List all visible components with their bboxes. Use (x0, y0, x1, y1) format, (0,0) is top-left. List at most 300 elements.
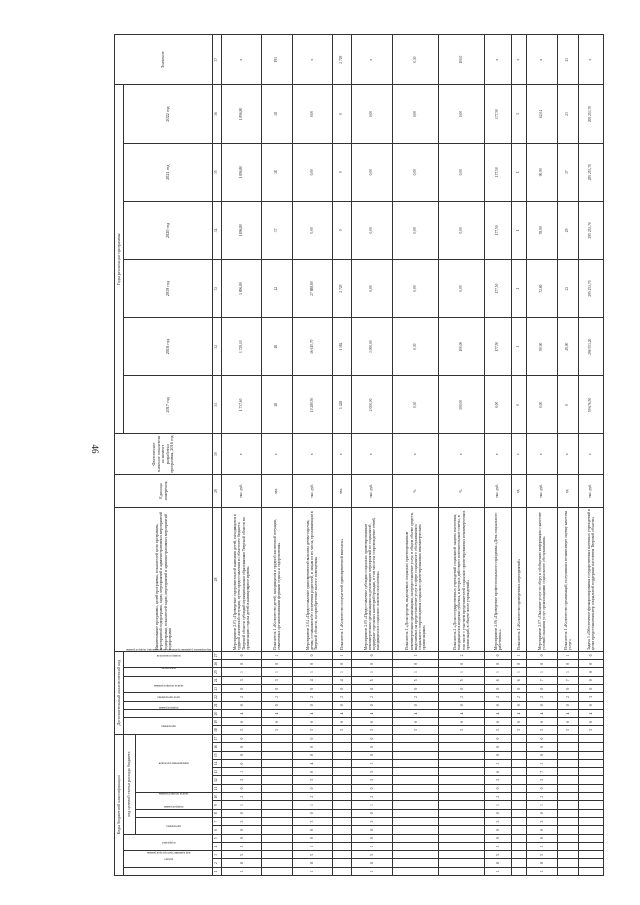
unit-cell: тыс. руб. (222, 474, 262, 507)
year-value-cell: 0,00 (393, 85, 439, 143)
fact-cell: х (557, 434, 578, 474)
extra-code-cell: 1 (557, 651, 578, 659)
row-name: Показатель 1 «Доля средств, выделяемых социально ориентированным некоммерческим организациям, на предоставление услуг, в общем объеме средств, выделяемых на предоставление услуг в сфере социального обслуживания и социального сопровождения социально ориентированным некоммерческим организациям» (393, 508, 439, 652)
column-numbers-row (213, 35, 222, 876)
code-cell: 3 (293, 817, 333, 825)
code-cell (578, 743, 603, 751)
extra-code-cell: 2 (439, 693, 485, 701)
code-cell (261, 784, 292, 792)
column-number: 15 (213, 751, 222, 759)
code-cell: 0 (293, 743, 333, 751)
table-row (351, 35, 393, 876)
unit-cell: ед. (557, 474, 578, 507)
column-number: 12 (213, 776, 222, 784)
code-cell: 8 (293, 859, 333, 867)
target-cell: х (526, 35, 557, 85)
code-cell (439, 834, 485, 842)
extra-code-cell: 1 (393, 651, 439, 659)
extra-code-cell: 3 (222, 676, 262, 684)
year-value-cell: 100,00 (439, 376, 485, 434)
fact-cell: х (293, 434, 333, 474)
code-cell: 0 (351, 784, 393, 792)
year-2022-header: 2022 год (124, 85, 213, 143)
fact-cell: х (512, 434, 527, 474)
extra-code-cell: 0 (222, 701, 262, 709)
year-value-cell: 0,30 (393, 318, 439, 376)
row-name: Мероприятие 2.07 «Оказание услуг по сбору и обобщению информации о качестве условий оказания услуг организациями социального обслуживания» (526, 508, 557, 652)
year-value-cell: 1 737,60 (222, 376, 262, 434)
code-cell (332, 826, 351, 834)
target-cell: х (578, 35, 603, 85)
extra-program-header: программа (124, 718, 213, 735)
extra-code-cell: 0 (578, 701, 603, 709)
year-value-cell: 90,90 (526, 143, 557, 201)
code-cell (578, 801, 603, 809)
column-number: 3 (213, 851, 222, 859)
extra-code-cell: 3 (512, 726, 527, 734)
table-row (526, 35, 557, 876)
rotated-table-area (114, 34, 604, 876)
column-number: 6 (213, 826, 222, 834)
extra-code-cell: 7 (526, 676, 557, 684)
years-group-header: Годы реализации программы (115, 85, 124, 434)
year-value-cell: 0,00 (351, 259, 393, 317)
code-cell (439, 826, 485, 834)
year-value-cell: 0,00 (293, 85, 333, 143)
year-value-cell: 42 (261, 259, 292, 317)
code-cell (393, 801, 439, 809)
code-cell: 0 (485, 734, 512, 742)
extra-code-cell: 5 (393, 676, 439, 684)
fact-cell: х (351, 434, 393, 474)
code-cell: 1 (485, 842, 512, 850)
code-cell: 1 (526, 759, 557, 767)
row-name: Мероприятие 2.06 «Проведение профессионального праздника «День социального работника»» (485, 508, 512, 652)
year-value-cell: 1 896,80 (222, 85, 262, 143)
fact-cell: х (393, 434, 439, 474)
code-cell: 5 (293, 851, 333, 859)
year-value-cell: 1 896,80 (222, 143, 262, 201)
code-cell (261, 826, 292, 834)
code-cell (439, 817, 485, 825)
extra-code-cell: 3 (557, 726, 578, 734)
code-cell: 1 (526, 842, 557, 850)
column-number: 30 (213, 434, 222, 474)
code-cell (261, 768, 292, 776)
extra-code-cell: 3 (351, 726, 393, 734)
column-number: 36 (213, 85, 222, 143)
code-cell: 1 (485, 867, 512, 875)
extra-code-cell: 0 (439, 660, 485, 668)
column-number: 9 (213, 801, 222, 809)
year-value-cell: 2 729 (332, 259, 351, 317)
column-number: 32 (213, 318, 222, 376)
extra-code-cell: 1 (557, 668, 578, 676)
year-value-cell: 0,00 (439, 201, 485, 259)
code-cell: 2 (293, 793, 333, 801)
extra-code-cell: 4 (332, 709, 351, 717)
year-value-cell: 295 253,70 (578, 259, 603, 317)
row-name: Показатель 1 «Количество детей, находящихся в трудной жизненной ситуации, охваченных организованными формами отдыха и оздоровления» (261, 508, 292, 652)
column-number: 8 (213, 809, 222, 817)
extra-code-cell: 4 (393, 709, 439, 717)
code-cell (261, 859, 292, 867)
code-cell (557, 734, 578, 742)
table-header (115, 35, 222, 876)
unit-cell: чел. (261, 474, 292, 507)
unit-cell: тыс. руб. (485, 474, 512, 507)
extra-code-cell: 0 (526, 651, 557, 659)
column-number: 34 (213, 201, 222, 259)
year-value-cell: 72,80 (526, 259, 557, 317)
code-cell (557, 793, 578, 801)
code-cell (393, 817, 439, 825)
extra-code-cell: 3 (261, 726, 292, 734)
target-cell: х (293, 35, 333, 85)
code-cell (261, 867, 292, 875)
year-value-cell: 177,50 (485, 259, 512, 317)
code-cell (578, 768, 603, 776)
code-subsection-header: подраздел (124, 834, 213, 851)
code-cell (439, 793, 485, 801)
fact-cell: х (439, 434, 485, 474)
code-cell (557, 817, 578, 825)
year-value-cell: 0,00 (439, 143, 485, 201)
table-row (485, 35, 512, 876)
extra-code-cell: 0 (332, 701, 351, 709)
code-cell (393, 793, 439, 801)
code-cell (261, 851, 292, 859)
row-name: Показатель 1 «Количество организаций, получивших независимую оценку качества услуг» (557, 508, 578, 652)
code-cell (393, 859, 439, 867)
extra-code-cell: 3 (578, 693, 603, 701)
extra-code-cell: 0 (512, 701, 527, 709)
code-cell (512, 801, 527, 809)
extra-code-cell: 2 (351, 693, 393, 701)
column-number: 33 (213, 259, 222, 317)
code-cell (332, 751, 351, 759)
code-cell: 0 (222, 751, 262, 759)
code-cell (393, 751, 439, 759)
year-value-cell: 0 (332, 201, 351, 259)
code-cell (439, 759, 485, 767)
extra-code-cell: 0 (512, 684, 527, 692)
extra-code-cell: 6 (351, 718, 393, 726)
code-cell: 0 (293, 834, 333, 842)
code-cell: 0 (526, 826, 557, 834)
year-value-cell: 0,00 (526, 376, 557, 434)
program-indicators-table (114, 34, 604, 876)
extra-code-cell: 0 (578, 668, 603, 676)
extra-code-cell: 0 (261, 684, 292, 692)
code-cell: 0 (526, 834, 557, 842)
code-cell: 0 (526, 743, 557, 751)
code-cell: 2 (485, 793, 512, 801)
code-cell (393, 734, 439, 742)
year-value-cell: 2 000,00 (351, 376, 393, 434)
code-cell: 1 (351, 842, 393, 850)
code-cell (393, 759, 439, 767)
code-cell: 0 (485, 743, 512, 751)
code-task-header: задача подпрограммы (135, 793, 212, 810)
table-row (261, 35, 292, 876)
target-column-header: Значение (115, 35, 213, 85)
code-cell (512, 842, 527, 850)
column-number: 22 (213, 693, 222, 701)
code-cell (512, 743, 527, 751)
year-value-cell: 0,00 (439, 259, 485, 317)
extra-code-cell: 0 (512, 660, 527, 668)
year-value-cell: 37 (557, 143, 578, 201)
extra-code-cell: 3 (485, 726, 512, 734)
row-name: Показатель 1 «Количество проведенных мероприятий» (512, 508, 527, 652)
code-cell: 3 (351, 776, 393, 784)
fact-cell: х (578, 434, 603, 474)
extra-code-cell: 0 (393, 660, 439, 668)
code-cell: 0 (222, 826, 262, 834)
code-cell: 8 (222, 859, 262, 867)
code-cell: 3 (222, 817, 262, 825)
code-cell (261, 793, 292, 801)
column-number: 5 (213, 834, 222, 842)
code-cell: 0 (351, 743, 393, 751)
code-cell (439, 784, 485, 792)
code-cell (512, 734, 527, 742)
extra-code-cell: 0 (351, 660, 393, 668)
year-value-cell: 37 (261, 201, 292, 259)
table-row (332, 35, 351, 876)
code-cell (512, 834, 527, 842)
extra-code-cell: 2 (332, 693, 351, 701)
fact-cell: х (485, 434, 512, 474)
code-cell (512, 867, 527, 875)
code-cell (332, 817, 351, 825)
code-cell (512, 784, 527, 792)
unit-cell: тыс. руб. (526, 474, 557, 507)
year-value-cell: 177,50 (485, 143, 512, 201)
code-cell (557, 826, 578, 834)
column-number: 11 (213, 784, 222, 792)
code-cell: 0 (222, 734, 262, 742)
code-cell (557, 801, 578, 809)
code-cell (332, 851, 351, 859)
row-name: Показатель 1 «Количество получателей единовременной выплаты» (332, 508, 351, 652)
fact-cell: х (222, 434, 262, 474)
target-cell: 191 (261, 35, 292, 85)
code-cell (439, 743, 485, 751)
year-value-cell: 1 428 (332, 376, 351, 434)
extra-code-cell: 0 (293, 701, 333, 709)
code-cell: 0 (485, 784, 512, 792)
extra-code-cell: 3 (261, 676, 292, 684)
extra-code-cell: 6 (578, 718, 603, 726)
code-cell: 0 (485, 834, 512, 842)
table-row (578, 35, 603, 876)
fact-cell: х (332, 434, 351, 474)
code-cell: 2 (351, 793, 393, 801)
code-cell: 0 (293, 809, 333, 817)
table-row (439, 35, 485, 876)
year-value-cell: 1 (512, 143, 527, 201)
code-cell (578, 734, 603, 742)
code-cell (557, 859, 578, 867)
code-cell (393, 826, 439, 834)
year-value-cell: 1 (512, 201, 527, 259)
code-cell: 3 (526, 776, 557, 784)
unit-cell: тыс. руб. (578, 474, 603, 507)
year-value-cell: 0,00 (293, 201, 333, 259)
code-subprogram-header: подпрограмма (135, 809, 212, 817)
fact-column-header: Фактическое значение показателя на момент разработки программы, 2016 год (115, 434, 213, 474)
code-cell: 1 (222, 842, 262, 850)
column-number: 10 (213, 793, 222, 801)
code-cell (332, 743, 351, 751)
year-value-cell: 23 (557, 85, 578, 143)
code-cell: 1 (485, 801, 512, 809)
extra-code-cell: 6 (261, 718, 292, 726)
extra-code-cell: 1 (222, 668, 262, 676)
year-value-cell: 295 253,70 (578, 143, 603, 201)
code-cell: 3 (485, 776, 512, 784)
code-cell: 0 (222, 809, 262, 817)
extra-code-cell: 4 (578, 709, 603, 717)
extra-code-cell: 2 (222, 693, 262, 701)
year-value-cell: 100,00 (439, 318, 485, 376)
code-cell (332, 801, 351, 809)
year-value-cell: 18 (261, 318, 292, 376)
code-cell: 0 (351, 834, 393, 842)
year-value-cell: 0,00 (293, 143, 333, 201)
code-cell (393, 743, 439, 751)
code-cell: 0 (526, 784, 557, 792)
code-cell: 0 (485, 826, 512, 834)
code-cell: 0 (293, 734, 333, 742)
code-cell: 1 (351, 801, 393, 809)
column-number: 20 (213, 709, 222, 717)
extra-code-cell: 0 (578, 684, 603, 692)
code-cell (439, 751, 485, 759)
column-number: 31 (213, 376, 222, 434)
table-row (293, 35, 333, 876)
code-cell (261, 834, 292, 842)
target-cell: 100,0 (439, 35, 485, 85)
code-cell (578, 842, 603, 850)
column-number: 23 (213, 684, 222, 692)
year-value-cell: 3 000,00 (351, 318, 393, 376)
extra-code-cell: 0 (439, 701, 485, 709)
code-cell: 0 (222, 759, 262, 767)
extra-indicator-number-header: номер показателя (124, 651, 213, 668)
code-cell (439, 801, 485, 809)
year-value-cell: 1 729,10 (222, 318, 262, 376)
extra-code-cell: 0 (557, 701, 578, 709)
target-cell: х (222, 35, 262, 85)
column-number: 2 (213, 859, 222, 867)
extra-code-cell: 1 (351, 668, 393, 676)
code-cell (512, 851, 527, 859)
extra-code-cell: 0 (293, 660, 333, 668)
row-name: Мероприятие 2.04 «Предоставление единовременной выплаты детям-сиротам, детям, оставшимся без попечения родителей, и лицам из их числа, проживающим в Тверской области, на приобретение жилого помещения» (293, 508, 333, 652)
unit-cell: тыс. руб. (351, 474, 393, 507)
year-2019-header: 2019 год (124, 259, 213, 317)
code-cell: 8 (526, 859, 557, 867)
name-column-header: Наименование программы, целей программы, показателей цели программы, мероприятий подпрограмм, задач, мероприятий и административных мероприятий подпрограмм, показателей задач, мероприятий и административных мероприятий подпрограмм (115, 508, 213, 652)
row-name: Мероприятие 2.05 «Предоставление субсидии социально ориентированным некоммерческим организациям на реализацию мероприятий по социальной поддержке отдельных категорий граждан, в том числе на сопровождение семей, находящихся в социально опасном положении» (351, 508, 393, 652)
code-cell: 0 (293, 784, 333, 792)
code-cell (261, 817, 292, 825)
code-cell (393, 867, 439, 875)
year-2020-header: 2020 год (124, 201, 213, 259)
column-number: 17 (213, 734, 222, 742)
table-body (222, 35, 604, 876)
code-cell: 1 (351, 867, 393, 875)
extra-code-cell: 0 (332, 684, 351, 692)
row-name: Задача 3 «Обеспечение функционирования государственных казенных учреждений в целях предоставления мер социальной поддержки населения Тверской области» (578, 508, 603, 652)
extra-code-cell: 6 (512, 676, 527, 684)
extra-code-cell: 2 (512, 693, 527, 701)
code-cell (332, 867, 351, 875)
year-value-cell: 0,00 (351, 85, 393, 143)
year-value-cell: 1 (512, 318, 527, 376)
code-cell (439, 768, 485, 776)
extra-code-cell: 0 (293, 651, 333, 659)
page-number: 46 (90, 444, 100, 454)
extra-code-cell: 0 (439, 684, 485, 692)
code-cell (332, 759, 351, 767)
code-cell: 0 (526, 734, 557, 742)
code-cell (512, 809, 527, 817)
year-value-cell: 0,00 (393, 259, 439, 317)
codes-group-header: Коды бюджетной классификации (115, 734, 124, 875)
extra-code-cell: 6 (512, 718, 527, 726)
column-number: 16 (213, 743, 222, 751)
code-cell (512, 768, 527, 776)
extra-code-cell: 1 (293, 668, 333, 676)
extra-code-cell: 2 (261, 693, 292, 701)
code-cell (512, 859, 527, 867)
extra-code-cell: 0 (222, 651, 262, 659)
code-section-header: раздел (124, 851, 213, 868)
code-cell (557, 743, 578, 751)
unit-column-header: Единица измерения (115, 474, 213, 507)
column-number: 37 (213, 35, 222, 85)
extra-code-cell: 0 (351, 684, 393, 692)
target-cell: х (485, 35, 512, 85)
extra-code-cell: 0 (222, 660, 262, 668)
year-value-cell: 10 280,50 (293, 376, 333, 434)
code-cell (557, 867, 578, 875)
year-value-cell: 0 (332, 143, 351, 201)
extra-code-cell: 0 (578, 651, 603, 659)
code-cell (393, 809, 439, 817)
unit-cell: тыс. руб. (293, 474, 333, 507)
extra-code-cell: 0 (526, 660, 557, 668)
code-cell: 0 (526, 809, 557, 817)
extra-code-cell: 6 (393, 718, 439, 726)
code-cell: 5 (351, 851, 393, 859)
extra-code-cell: 0 (351, 701, 393, 709)
code-cell: 0 (293, 826, 333, 834)
code-cell: 1 (293, 801, 333, 809)
target-cell: 23 (557, 35, 578, 85)
extra-code-cell: 6 (293, 718, 333, 726)
extra-code-cell: 4 (293, 709, 333, 717)
extra-code-cell: 6 (485, 676, 512, 684)
code-cell: 1 (293, 842, 333, 850)
code-cell (557, 751, 578, 759)
code-cell: 0 (293, 768, 333, 776)
code-cell: 1 (526, 801, 557, 809)
